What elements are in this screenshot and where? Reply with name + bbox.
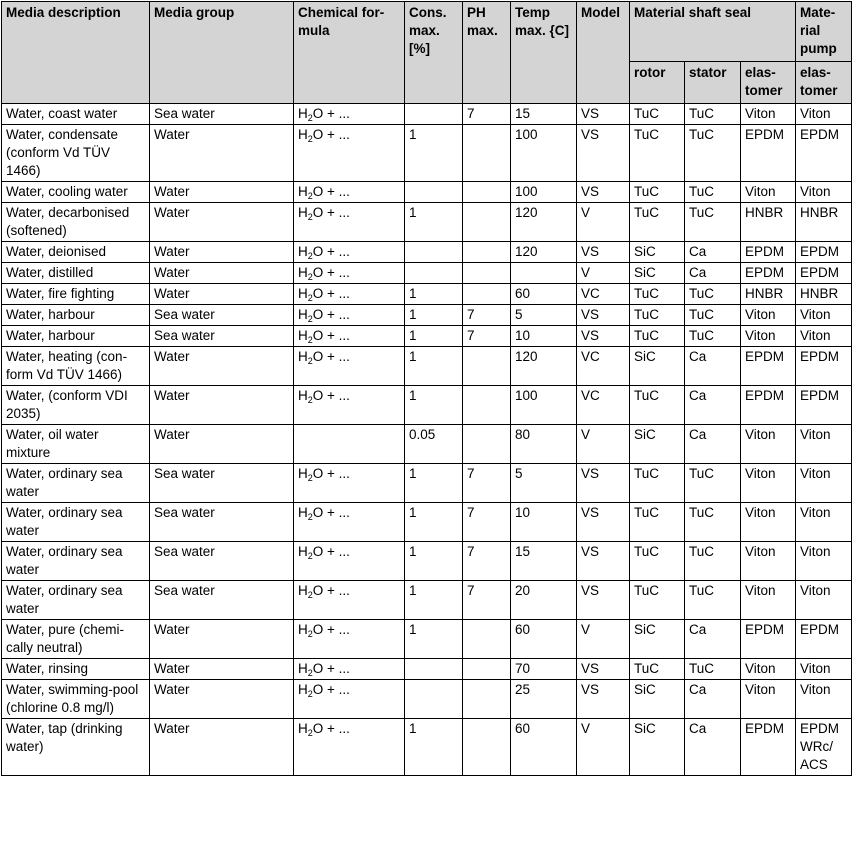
cell-temp-max: 5 (511, 305, 577, 326)
cell-media-description: Water, distilled (2, 263, 150, 284)
cell-chemical-formula: $H_2O$ + ... (294, 620, 405, 659)
cell-model: VS (577, 464, 630, 503)
cell-chemical-formula: $H_2O$ + ... (294, 464, 405, 503)
cell-temp-max: 60 (511, 284, 577, 305)
cell-elastomer: Viton (741, 326, 796, 347)
cell-elastomer: Viton (741, 581, 796, 620)
cell-stator: TuC (685, 125, 741, 182)
header-cons-max: Cons. max. [%] (405, 2, 463, 104)
cell-pump-elastomer: Viton (796, 659, 852, 680)
cell-media-group: Water (150, 203, 294, 242)
cell-model: VS (577, 542, 630, 581)
table-row (2, 203, 852, 242)
cell-stator: Ca (685, 263, 741, 284)
cell-temp-max: 120 (511, 203, 577, 242)
cell-temp-max: 60 (511, 620, 577, 659)
cell-pump-elastomer: Viton (796, 542, 852, 581)
cell-chemical-formula: $H_2O$ + ... (294, 542, 405, 581)
cell-cons-max: 1 (405, 203, 463, 242)
cell-pump-elastomer: Viton (796, 503, 852, 542)
table-row (2, 680, 852, 719)
cell-ph-max (463, 203, 511, 242)
cell-pump-elastomer: HNBR (796, 203, 852, 242)
cell-temp-max: 100 (511, 386, 577, 425)
header-model: Model (577, 2, 630, 104)
cell-stator: Ca (685, 242, 741, 263)
header-temp-max: Temp max. {C] (511, 2, 577, 104)
cell-cons-max: 1 (405, 719, 463, 776)
cell-rotor: TuC (630, 542, 685, 581)
cell-rotor: TuC (630, 659, 685, 680)
header-chemical-formula-text: Chemical for-mula (298, 5, 385, 38)
cell-model: VS (577, 125, 630, 182)
cell-media-description: Water, oil water mixture (2, 425, 150, 464)
cell-pump-elastomer: Viton (796, 680, 852, 719)
cell-media-description: Water, harbour (2, 326, 150, 347)
header-media-group: Media group (150, 2, 294, 104)
header-material-pump: Mate-rial pump (796, 2, 852, 62)
cell-temp-max: 120 (511, 242, 577, 263)
cell-media-description: Water, harbour (2, 305, 150, 326)
cell-model: VS (577, 503, 630, 542)
cell-chemical-formula: $H_2O$ + ... (294, 284, 405, 305)
cell-rotor: SiC (630, 425, 685, 464)
cell-rotor: SiC (630, 242, 685, 263)
cell-model: V (577, 620, 630, 659)
cell-temp-max: 15 (511, 542, 577, 581)
cell-model: VS (577, 242, 630, 263)
cell-ph-max (463, 125, 511, 182)
cell-ph-max (463, 347, 511, 386)
cell-rotor: TuC (630, 326, 685, 347)
cell-media-group: Water (150, 620, 294, 659)
cell-chemical-formula (294, 425, 405, 464)
cell-stator: Ca (685, 425, 741, 464)
cell-temp-max: 60 (511, 719, 577, 776)
cell-cons-max (405, 182, 463, 203)
cell-temp-max: 15 (511, 104, 577, 125)
cell-rotor: TuC (630, 125, 685, 182)
cell-cons-max (405, 680, 463, 719)
cell-stator: Ca (685, 620, 741, 659)
cell-media-group: Water (150, 659, 294, 680)
cell-elastomer: HNBR (741, 284, 796, 305)
cell-media-description: Water, condensate (conform Vd TÜV 1466) (2, 125, 150, 182)
cell-pump-elastomer: HNBR (796, 284, 852, 305)
cell-media-description: Water, deionised (2, 242, 150, 263)
cell-chemical-formula: $H_2O$ + ... (294, 386, 405, 425)
cell-media-group: Sea water (150, 104, 294, 125)
cell-ph-max: 7 (463, 464, 511, 503)
cell-stator: TuC (685, 659, 741, 680)
cell-ph-max (463, 719, 511, 776)
cell-chemical-formula: $H_2O$ + ... (294, 326, 405, 347)
cell-chemical-formula: $H_2O$ + ... (294, 305, 405, 326)
cell-stator: TuC (685, 326, 741, 347)
cell-chemical-formula: $H_2O$ + ... (294, 182, 405, 203)
header-media-description: Media description (2, 2, 150, 104)
cell-elastomer: Viton (741, 425, 796, 464)
cell-rotor: SiC (630, 719, 685, 776)
cell-pump-elastomer: EPDM (796, 242, 852, 263)
cell-elastomer: Viton (741, 464, 796, 503)
cell-ph-max (463, 386, 511, 425)
cell-temp-max: 100 (511, 182, 577, 203)
cell-chemical-formula: $H_2O$ + ... (294, 263, 405, 284)
cell-cons-max (405, 659, 463, 680)
cell-cons-max: 1 (405, 542, 463, 581)
cell-media-description: Water, cooling water (2, 182, 150, 203)
header-material-shaft-seal: Material shaft seal (630, 2, 796, 62)
cell-elastomer: Viton (741, 542, 796, 581)
cell-chemical-formula: $H_2O$ + ... (294, 503, 405, 542)
cell-elastomer: EPDM (741, 263, 796, 284)
cell-media-description: Water, tap (drinking water) (2, 719, 150, 776)
table-row (2, 182, 852, 203)
cell-pump-elastomer: Viton (796, 326, 852, 347)
cell-pump-elastomer: EPDM (796, 347, 852, 386)
cell-media-group: Sea water (150, 503, 294, 542)
cell-chemical-formula: $H_2O$ + ... (294, 242, 405, 263)
cell-media-description: Water, fire fighting (2, 284, 150, 305)
cell-cons-max: 1 (405, 464, 463, 503)
cell-media-description: Water, ordinary sea water (2, 503, 150, 542)
cell-temp-max: 100 (511, 125, 577, 182)
cell-temp-max: 10 (511, 326, 577, 347)
cell-model: V (577, 263, 630, 284)
header-chemical-formula (294, 2, 405, 104)
cell-chemical-formula: $H_2O$ + ... (294, 680, 405, 719)
cell-elastomer: EPDM (741, 719, 796, 776)
cell-stator: TuC (685, 182, 741, 203)
cell-cons-max: 1 (405, 284, 463, 305)
cell-media-group: Water (150, 263, 294, 284)
cell-model: VS (577, 104, 630, 125)
cell-stator: TuC (685, 542, 741, 581)
cell-rotor: TuC (630, 203, 685, 242)
cell-model: VS (577, 659, 630, 680)
cell-stator: Ca (685, 719, 741, 776)
cell-cons-max (405, 104, 463, 125)
header-ph-max: PH max. (463, 2, 511, 104)
cell-model: VS (577, 326, 630, 347)
cell-temp-max: 25 (511, 680, 577, 719)
cell-media-description: Water, heating (con-form Vd TÜV 1466) (2, 347, 150, 386)
cell-chemical-formula: $H_2O$ + ... (294, 659, 405, 680)
cell-elastomer: EPDM (741, 386, 796, 425)
cell-model: VS (577, 305, 630, 326)
cell-rotor: SiC (630, 620, 685, 659)
cell-rotor: TuC (630, 104, 685, 125)
cell-cons-max (405, 242, 463, 263)
table-row (2, 284, 852, 305)
cell-stator: Ca (685, 347, 741, 386)
cell-stator: TuC (685, 104, 741, 125)
cell-temp-max (511, 263, 577, 284)
table-row (2, 620, 852, 659)
cell-cons-max: 1 (405, 620, 463, 659)
table-row (2, 347, 852, 386)
table-row (2, 263, 852, 284)
cell-media-group: Sea water (150, 542, 294, 581)
table-row (2, 242, 852, 263)
cell-cons-max: 1 (405, 581, 463, 620)
cell-media-group: Water (150, 680, 294, 719)
cell-stator: Ca (685, 680, 741, 719)
cell-model: VC (577, 386, 630, 425)
media-table (1, 1, 852, 776)
cell-chemical-formula: $H_2O$ + ... (294, 719, 405, 776)
cell-elastomer: HNBR (741, 203, 796, 242)
cell-media-description: Water, pure (chemi-cally neutral) (2, 620, 150, 659)
cell-temp-max: 5 (511, 464, 577, 503)
cell-model: V (577, 203, 630, 242)
table-row (2, 425, 852, 464)
cell-elastomer: EPDM (741, 242, 796, 263)
cell-pump-elastomer: EPDM (796, 620, 852, 659)
header-pump-elastomer: elas-tomer (796, 62, 852, 104)
cell-cons-max: 1 (405, 326, 463, 347)
cell-model: V (577, 425, 630, 464)
cell-ph-max (463, 263, 511, 284)
cell-ph-max: 7 (463, 542, 511, 581)
cell-ph-max: 7 (463, 503, 511, 542)
header-rotor: rotor (630, 62, 685, 104)
cell-pump-elastomer: EPDM (796, 386, 852, 425)
table-row (2, 542, 852, 581)
cell-media-group: Water (150, 347, 294, 386)
cell-ph-max: 7 (463, 581, 511, 620)
cell-media-group: Sea water (150, 326, 294, 347)
table-row (2, 659, 852, 680)
cell-stator: TuC (685, 503, 741, 542)
cell-elastomer: EPDM (741, 620, 796, 659)
table-row (2, 125, 852, 182)
cell-pump-elastomer: Viton (796, 464, 852, 503)
header-stator: stator (685, 62, 741, 104)
cell-media-group: Sea water (150, 305, 294, 326)
cell-media-description: Water, decarbonised (softened) (2, 203, 150, 242)
cell-rotor: TuC (630, 386, 685, 425)
cell-rotor: TuC (630, 464, 685, 503)
cell-elastomer: Viton (741, 182, 796, 203)
cell-temp-max: 80 (511, 425, 577, 464)
cell-ph-max (463, 242, 511, 263)
cell-ph-max (463, 659, 511, 680)
cell-stator: TuC (685, 464, 741, 503)
table-header (2, 2, 852, 104)
cell-ph-max: 7 (463, 305, 511, 326)
cell-media-group: Water (150, 125, 294, 182)
cell-media-description: Water, rinsing (2, 659, 150, 680)
cell-elastomer: Viton (741, 104, 796, 125)
cell-elastomer: Viton (741, 305, 796, 326)
cell-pump-elastomer: EPDM (796, 263, 852, 284)
table-row (2, 104, 852, 125)
cell-media-group: Water (150, 242, 294, 263)
cell-cons-max (405, 263, 463, 284)
cell-elastomer: EPDM (741, 125, 796, 182)
cell-media-group: Water (150, 386, 294, 425)
cell-model: V (577, 719, 630, 776)
cell-rotor: SiC (630, 263, 685, 284)
cell-ph-max: 7 (463, 104, 511, 125)
cell-stator: TuC (685, 305, 741, 326)
table-row (2, 464, 852, 503)
cell-ph-max (463, 182, 511, 203)
table-row (2, 719, 852, 776)
cell-ph-max (463, 284, 511, 305)
cell-elastomer: EPDM (741, 347, 796, 386)
cell-pump-elastomer: Viton (796, 305, 852, 326)
cell-model: VS (577, 680, 630, 719)
cell-stator: TuC (685, 203, 741, 242)
cell-pump-elastomer: Viton (796, 182, 852, 203)
cell-ph-max: 7 (463, 326, 511, 347)
cell-media-group: Sea water (150, 581, 294, 620)
cell-cons-max: 1 (405, 503, 463, 542)
cell-pump-elastomer: EPDM WRc/ ACS (796, 719, 852, 776)
cell-stator: TuC (685, 284, 741, 305)
cell-rotor: TuC (630, 503, 685, 542)
cell-pump-elastomer: Viton (796, 425, 852, 464)
cell-cons-max: 1 (405, 347, 463, 386)
table-row (2, 386, 852, 425)
cell-media-description: Water, coast water (2, 104, 150, 125)
cell-elastomer: Viton (741, 503, 796, 542)
cell-media-group: Water (150, 182, 294, 203)
cell-media-description: Water, ordinary sea water (2, 542, 150, 581)
cell-temp-max: 120 (511, 347, 577, 386)
cell-elastomer: Viton (741, 680, 796, 719)
cell-rotor: TuC (630, 581, 685, 620)
cell-media-group: Sea water (150, 464, 294, 503)
cell-chemical-formula: $H_2O$ + ... (294, 347, 405, 386)
cell-model: VC (577, 284, 630, 305)
cell-media-description: Water, ordinary sea water (2, 581, 150, 620)
cell-model: VC (577, 347, 630, 386)
cell-chemical-formula: $H_2O$ + ... (294, 125, 405, 182)
cell-chemical-formula: $H_2O$ + ... (294, 581, 405, 620)
cell-media-description: Water, (conform VDI 2035) (2, 386, 150, 425)
cell-ph-max (463, 680, 511, 719)
cell-cons-max: 1 (405, 386, 463, 425)
cell-temp-max: 70 (511, 659, 577, 680)
cell-chemical-formula: $H_2O$ + ... (294, 104, 405, 125)
table-row (2, 326, 852, 347)
cell-cons-max: 1 (405, 125, 463, 182)
cell-model: VS (577, 182, 630, 203)
cell-pump-elastomer: Viton (796, 104, 852, 125)
cell-model: VS (577, 581, 630, 620)
cell-media-description: Water, ordinary sea water (2, 464, 150, 503)
cell-rotor: SiC (630, 680, 685, 719)
cell-media-group: Water (150, 284, 294, 305)
cell-rotor: TuC (630, 284, 685, 305)
cell-media-group: Water (150, 719, 294, 776)
header-elastomer: elas-tomer (741, 62, 796, 104)
cell-media-description: Water, swimming-pool (chlorine 0.8 mg/l) (2, 680, 150, 719)
cell-elastomer: Viton (741, 659, 796, 680)
cell-pump-elastomer: EPDM (796, 125, 852, 182)
table-row (2, 581, 852, 620)
cell-stator: Ca (685, 386, 741, 425)
cell-rotor: SiC (630, 347, 685, 386)
cell-temp-max: 10 (511, 503, 577, 542)
table-row (2, 503, 852, 542)
table-body (2, 104, 852, 776)
cell-cons-max: 1 (405, 305, 463, 326)
cell-stator: TuC (685, 581, 741, 620)
cell-media-group: Water (150, 425, 294, 464)
cell-ph-max (463, 425, 511, 464)
cell-ph-max (463, 620, 511, 659)
cell-temp-max: 20 (511, 581, 577, 620)
cell-pump-elastomer: Viton (796, 581, 852, 620)
cell-cons-max: 0.05 (405, 425, 463, 464)
cell-chemical-formula: $H_2O$ + ... (294, 203, 405, 242)
cell-rotor: TuC (630, 305, 685, 326)
cell-rotor: TuC (630, 182, 685, 203)
table-row (2, 305, 852, 326)
